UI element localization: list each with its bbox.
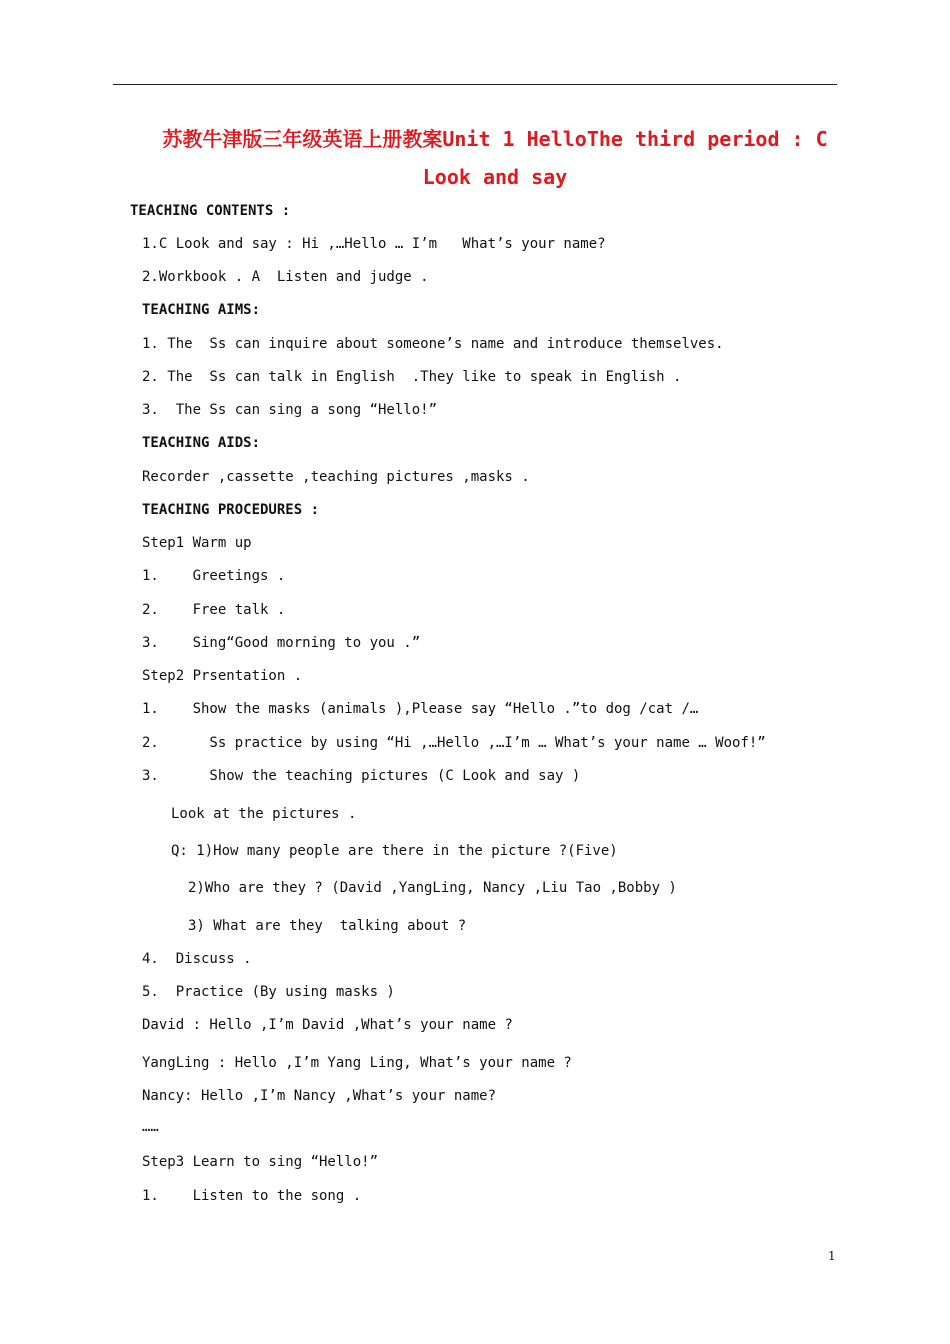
aim-item-2: 2. The Ss can talk in English .They like to speak in English . <box>142 369 682 385</box>
step3-heading: Step3 Learn to sing “Hello!” <box>142 1154 379 1170</box>
heading-teaching-contents: TEACHING CONTENTS : <box>130 203 291 219</box>
question-3: 3) What are they talking about ? <box>188 918 467 934</box>
content-item-1: 1.C Look and say : Hi ,…Hello … I’m What’s your name? <box>142 236 606 252</box>
heading-teaching-procedures: TEACHING PROCEDURES : <box>142 502 320 518</box>
step1-item-2: 2. Free talk . <box>142 602 286 618</box>
title-line-2: Look and say <box>422 165 568 189</box>
step2-item-1: 1. Show the masks (animals ),Please say “Hello .”to dog /cat /… <box>142 701 699 717</box>
dialogue-david: David : Hello ,I’m David ,What’s your name ? <box>142 1017 513 1033</box>
step1-item-3: 3. Sing“Good morning to you .” <box>142 635 421 651</box>
aids-text: Recorder ,cassette ,teaching pictures ,masks . <box>142 469 530 485</box>
dialogue-nancy: Nancy: Hello ,I’m Nancy ,What’s your name? <box>142 1088 497 1104</box>
step1-item-1: 1. Greetings . <box>142 568 286 584</box>
title-line-1: 苏教牛津版三年级英语上册教案Unit 1 HelloThe third period : C <box>162 127 828 151</box>
content-item-2: 2.Workbook . A Listen and judge . <box>142 269 429 285</box>
look-at-pictures: Look at the pictures . <box>171 806 357 822</box>
step2-item-3: 3. Show the teaching pictures (C Look and say ) <box>142 768 581 784</box>
document-title <box>150 120 840 196</box>
question-2: 2)Who are they ? (David ,YangLing, Nancy ,Liu Tao ,Bobby ) <box>188 880 677 896</box>
ellipsis: …… <box>142 1119 159 1135</box>
step2-item-4: 4. Discuss . <box>142 951 252 967</box>
step1-heading: Step1 Warm up <box>142 535 252 551</box>
step3-item-1: 1. Listen to the song . <box>142 1188 362 1204</box>
question-1: Q: 1)How many people are there in the picture ?(Five) <box>171 843 618 859</box>
step2-item-2: 2. Ss practice by using “Hi ,…Hello ,…I’m … What’s your name … Woof!” <box>142 735 766 751</box>
step2-heading: Step2 Prsentation . <box>142 668 303 684</box>
page-number: 1 <box>828 1249 836 1263</box>
heading-teaching-aids: TEACHING AIDS: <box>142 435 261 451</box>
aim-item-1: 1. The Ss can inquire about someone’s name and introduce themselves. <box>142 336 724 352</box>
step2-item-5: 5. Practice (By using masks ) <box>142 984 395 1000</box>
aim-item-3: 3. The Ss can sing a song “Hello!” <box>142 402 438 418</box>
header-rule <box>113 84 837 85</box>
dialogue-yangling: YangLing : Hello ,I’m Yang Ling, What’s your name ? <box>142 1055 572 1071</box>
heading-teaching-aims: TEACHING AIMS: <box>142 302 261 318</box>
